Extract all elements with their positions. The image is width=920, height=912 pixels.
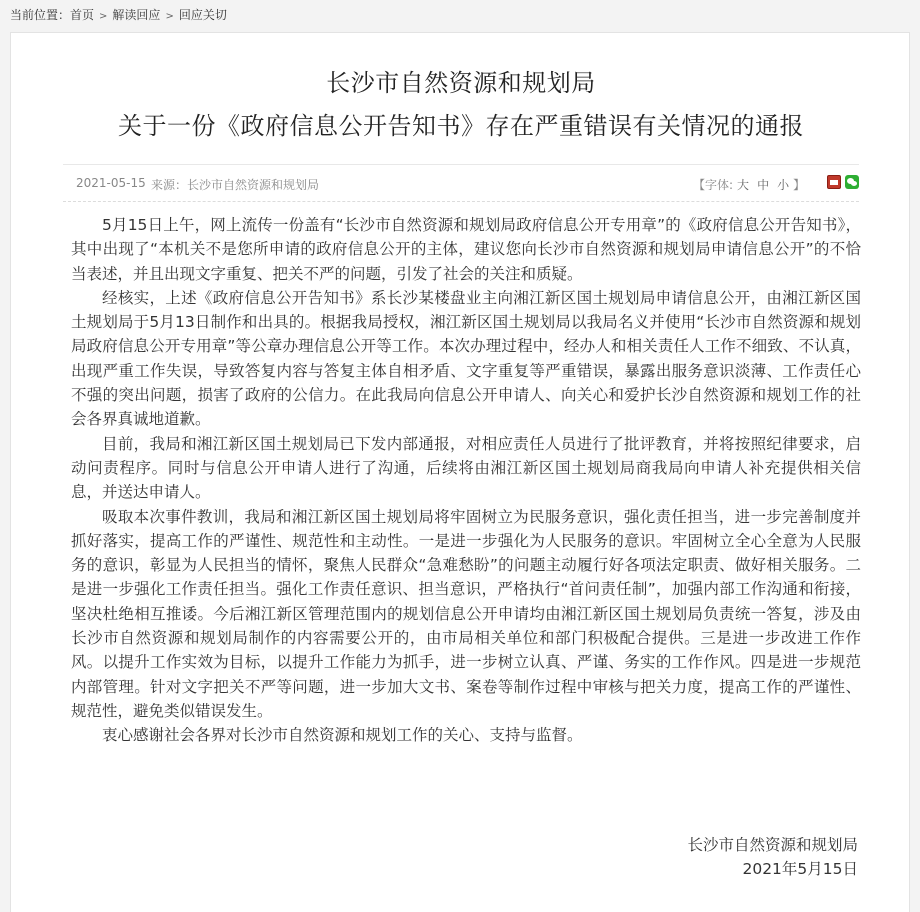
- article-date: 2021-05-15: [76, 176, 146, 190]
- font-size-open: 【字体:: [693, 178, 734, 192]
- wechat-icon[interactable]: [845, 175, 859, 189]
- breadcrumb-label: 当前位置：: [10, 8, 71, 22]
- article-paragraph: 吸取本次事件教训，我局和湘江新区国土规划局将牢固树立为民服务意识，强化责任担当，进一步完善制度并抓好落实，提高工作的严谨性、规范性和主动性。一是进一步强化为人民服务的意识。牢固树立全心全意为人民服务的意识，彰显为人民担当的情怀，聚焦人民群众“急难愁盼”的问题主动履行好各项法定职责、做好相关服务。二是进一步强化工作责任担当。强化工作责任意识、担当意识，严格执行“首问责任制”，加强内部工作沟通和衔接，坚决杜绝相互推诿。今后湘江新区管理范围内的规划信息公开申请均由湘江新区国土规划局负责统一答复，涉及由长沙市自然资源和规划局制作的内容需要公开的，由市局相关单位和部门积极配合提供。三是进一步改进工作作风。以提升工作实效为目标，以提升工作能力为抓手，进一步树立认真、严谨、务实的工作作风。四是进一步规范内部管理。针对文字把关不严等问题，进一步加大文书、案卷等制作过程中审核与把关力度，提高工作的严谨性、规范性，避免类似错误发生。: [71, 507, 861, 720]
- article-paragraph: 目前，我局和湘江新区国土规划局已下发内部通报，对相应责任人员进行了批评教育，并将按照纪律要求，启动问责程序。同时与信息公开申请人进行了沟通，后续将由湘江新区国土规划局商我局向申请人补充提供相关信息，并送达申请人。: [71, 434, 861, 502]
- breadcrumb-response-link[interactable]: 回应关切: [178, 8, 227, 22]
- signature-date: 2021年5月15日: [742, 860, 858, 878]
- article-panel: [10, 32, 910, 912]
- font-size-control: [693, 176, 805, 193]
- breadcrumb-interpretation-link[interactable]: 解读回应: [112, 8, 161, 22]
- font-size-large-button[interactable]: 大: [737, 178, 750, 192]
- font-size-close: 】: [793, 178, 806, 192]
- signature-org: 长沙市自然资源和规划局: [687, 836, 858, 854]
- article-source: 来源：长沙市自然资源和规划局: [151, 178, 320, 192]
- font-size-medium-button[interactable]: 中: [757, 178, 770, 192]
- article-paragraph: 经核实，上述《政府信息公开告知书》系长沙某楼盘业主向湘江新区国土规划局申请信息公开，由湘江新区国土规划局于5月13日制作和出具的。根据我局授权，湘江新区国土规划局以我局名义并使用“长沙市自然资源和规划局政府信息公开专用章”等公章办理信息公开等工作。本次办理过程中，经办人和相关责任人工作不细致、不认真，出现严重工作失误，导致答复内容与答复主体自相矛盾、文字重复等严重错误，暴露出服务意识淡薄、工作责任心不强的突出问题，损害了政府的公信力。在此我局向信息公开申请人、向关心和爱护长沙自然资源和规划工作的社会各界真诚地道歉。: [71, 288, 861, 429]
- article-paragraph: 5月15日上午，网上流传一份盖有“长沙市自然资源和规划局政府信息公开专用章”的《政府信息公开告知书》，其中出现了“本机关不是您所申请的政府信息公开的主体，建议您向长沙市自然资源和规划局申请信息公开”的不恰当表述，并且出现文字重复、把关不严的问题，引发了社会的关注和质疑。: [71, 216, 861, 283]
- article-title-org: 长沙市自然资源和规划局: [326, 69, 596, 97]
- print-icon[interactable]: [827, 175, 841, 189]
- article-meta-bar: [63, 164, 859, 202]
- article-paragraph: 衷心感谢社会各界对长沙市自然资源和规划工作的关心、支持与监督。: [102, 726, 583, 745]
- breadcrumb-home-link[interactable]: 首页: [70, 8, 95, 22]
- breadcrumb-separator: >: [165, 11, 174, 22]
- article-body: [71, 213, 861, 748]
- breadcrumb-separator: >: [99, 11, 108, 22]
- breadcrumb: [10, 5, 227, 25]
- font-size-small-button[interactable]: 小: [777, 178, 790, 192]
- article-title: 关于一份《政府信息公开告知书》存在严重错误有关情况的通报: [118, 112, 804, 140]
